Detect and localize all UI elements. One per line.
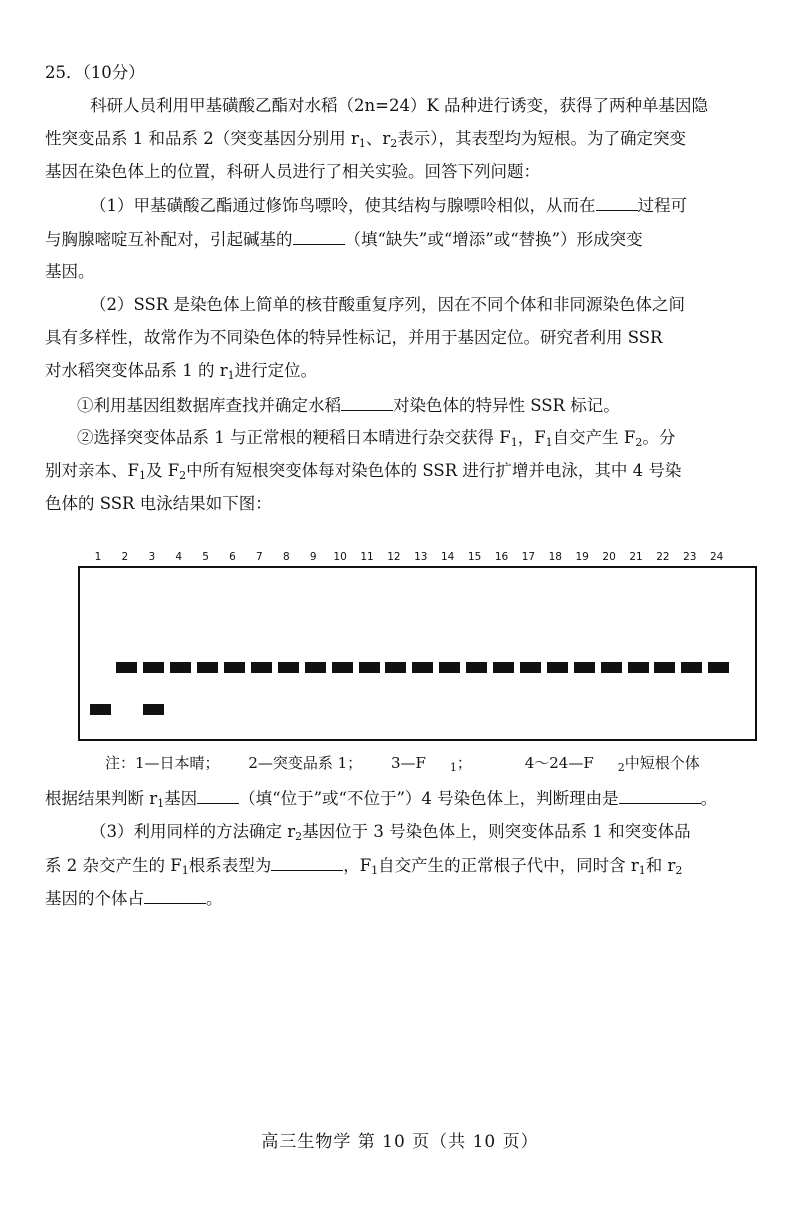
page-footer: 高三生物学 第 10 页（共 10 页） [261,1132,539,1152]
lane-number: 16 [494,551,509,563]
gel-band [278,662,299,673]
gel-band [493,662,514,673]
part3-line: （3）利用同样的方法确定 $r_2$基因位于 3 号染色体上，则突变体品系 1 和突变体品 [90,822,691,843]
gel-band [305,662,326,673]
intro-line: 基因在染色体上的位置，科研人员进行了相关实验。回答下列问题： [45,162,540,181]
note-item: 4～24—F $_2$中短根个体 [524,754,700,774]
note-item: 注：1—日本晴； [105,754,220,772]
gel-electrophoresis-figure [78,566,757,741]
lane-number: 8 [282,551,290,563]
gel-band [412,662,433,673]
answer-blank[interactable] [271,854,343,871]
gel-band [143,662,164,673]
gel-band [116,662,137,673]
gel-band [520,662,541,673]
part2-line: 别对亲本、$F_1$及 $F_2$中所有短根突变体每对染色体的 SSR 进行扩增并电泳，其中 4 号染 [45,461,682,482]
gel-band [170,662,191,673]
lane-number: 17 [521,551,536,563]
lane-number: 2 [121,551,129,563]
answer-blank[interactable] [144,887,206,904]
gel-band [547,662,568,673]
gel-band [574,662,595,673]
part1-line: 与胸腺嘧啶互补配对，引起碱基的 （填“缺失”或“增添”或“替换”）形成突变 [45,230,643,249]
gel-band [197,662,218,673]
gel-band [224,662,245,673]
part3-line: 系 2 杂交产生的 $F_1$根系表型为 ，$F_1$自交产生的正常根子代中，同时含 $r_1$和 $r_2$ [45,856,683,877]
answer-blank[interactable] [596,194,638,211]
note-item: 3—F $_1$； [390,754,472,774]
answer-blank[interactable] [197,787,239,804]
lane-number: 15 [467,551,482,563]
lane-number: 9 [309,551,317,563]
gel-lane-labels [78,551,758,565]
lane-number: 11 [360,551,374,563]
part1-line: （1）甲基磺酸乙酯通过修饰鸟嘌呤，使其结构与腺嘌呤相似，从而在 过程可 [90,196,687,215]
gel-band [681,662,702,673]
lane-number: 13 [414,551,428,563]
lane-number: 14 [441,551,455,563]
note-item: 2—突变品系 1； [248,754,363,772]
gel-band [628,662,649,673]
part2-line: ①利用基因组数据库查找并确定水稻 对染色体的特异性 SSR 标记。 [77,396,620,415]
part2-line: 色体的 SSR 电泳结果如下图： [45,494,272,513]
lane-number: 1 [94,551,102,563]
answer-blank[interactable] [293,228,345,245]
lane-number: 20 [602,551,616,563]
lane-number: 22 [656,551,670,563]
lane-number: 7 [256,551,263,563]
answer-blank[interactable] [619,787,701,804]
lane-number: 10 [333,551,347,563]
gel-band [439,662,460,673]
gel-band [90,704,111,715]
intro-line: 性突变品系 1 和品系 2（突变基因分别用 $r_1$、$r_2$表示），其表型均为短根。为了确定突变 [45,129,687,150]
gel-figure-note [105,752,748,773]
part2-line: 根据结果判断 $r_1$基因 （填“位于”或“不位于”）4 号染色体上，判断理由是 。 [45,789,718,810]
lane-number: 5 [202,551,209,563]
gel-band [708,662,729,673]
lane-number: 24 [710,551,724,563]
lane-number: 18 [548,551,562,563]
part2-line: （2）SSR 是染色体上简单的核苷酸重复序列，因在不同个体和非同源染色体之间 [90,295,685,314]
lane-number: 3 [148,551,156,563]
part2-line: 具有多样性，故常作为不同染色体的特异性标记，并用于基因定位。研究者利用 SSR [45,328,663,347]
part2-line: ②选择突变体品系 1 与正常根的粳稻日本晴进行杂交获得 $F_1$，$F_1$自交产生 $F_2$。分 [77,428,676,449]
gel-band [332,662,353,673]
lane-number: 6 [229,551,236,563]
intro-line: 科研人员利用甲基磺酸乙酯对水稻（2n=24）K 品种进行诱变，获得了两种单基因隐 [90,96,709,115]
gel-band [466,662,487,673]
part2-line: 对水稻突变体品系 1 的 $r_1$进行定位。 [45,361,318,382]
lane-number: 23 [683,551,697,563]
gel-band [143,704,164,715]
lane-number: 12 [387,551,401,563]
answer-blank[interactable] [341,394,393,411]
gel-band [359,662,380,673]
gel-band [251,662,272,673]
question-number: 25．（10分） [45,63,145,82]
gel-band [385,662,406,673]
lane-number: 19 [575,551,589,563]
lane-number: 4 [175,551,183,563]
part1-line: 基因。 [45,262,95,281]
gel-band [601,662,622,673]
lane-number: 21 [629,551,643,563]
part3-line: 基因的个体占 。 [45,889,223,908]
gel-band [654,662,675,673]
